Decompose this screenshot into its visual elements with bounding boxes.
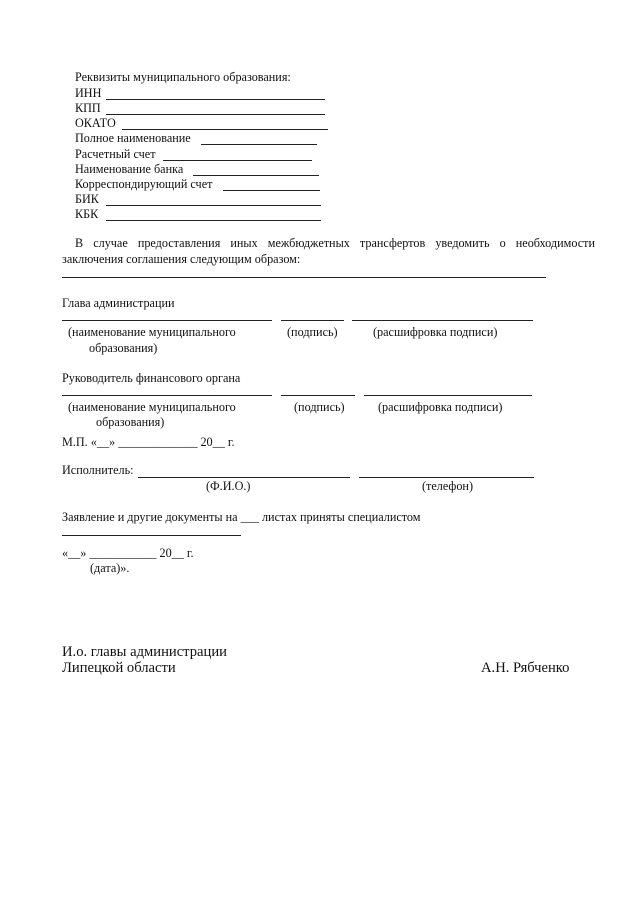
requisite-label-bank: Наименование банка bbox=[75, 162, 184, 176]
requisite-field-kpp[interactable] bbox=[106, 114, 325, 115]
head-of-admin-sign-line[interactable] bbox=[281, 320, 344, 321]
signer-name: А.Н. Рябченко bbox=[481, 660, 570, 676]
requisite-field-bank[interactable] bbox=[193, 175, 319, 176]
head-of-admin-decode-line[interactable] bbox=[352, 320, 533, 321]
requisite-label-inn: ИНН bbox=[75, 86, 102, 100]
executor-label: Исполнитель: bbox=[62, 463, 134, 477]
executor-fio-line[interactable] bbox=[138, 477, 350, 478]
requisite-field-kbk[interactable] bbox=[106, 220, 321, 221]
head-of-admin-name-line[interactable] bbox=[62, 320, 272, 321]
finance-head-title: Руководитель финансового органа bbox=[62, 371, 241, 385]
finance-head-name-line[interactable] bbox=[62, 395, 272, 396]
finance-head-caption-name-2: образования) bbox=[96, 415, 165, 429]
head-of-admin-title: Глава администрации bbox=[62, 296, 175, 310]
requisite-field-bik[interactable] bbox=[106, 205, 321, 206]
requisite-label-okato: ОКАТО bbox=[75, 116, 116, 130]
finance-head-caption-sign: (подпись) bbox=[294, 400, 345, 414]
requisite-field-account[interactable] bbox=[163, 160, 312, 161]
requisite-field-corr-account[interactable] bbox=[223, 190, 320, 191]
executor-caption-fio: (Ф.И.О.) bbox=[206, 479, 251, 493]
requisite-label-kbk: КБК bbox=[75, 207, 99, 221]
finance-head-sign-line[interactable] bbox=[281, 395, 355, 396]
signer-position-line2: Липецкой области bbox=[62, 660, 176, 676]
transfer-note-line1: В случае предоставления иных межбюджетных трансфертов уведомить о необходимости bbox=[75, 236, 595, 250]
requisite-field-full-name[interactable] bbox=[201, 144, 317, 145]
requisite-field-okato[interactable] bbox=[122, 129, 328, 130]
requisites-heading: Реквизиты муниципального образования: bbox=[75, 70, 291, 84]
acceptance-text: Заявление и другие документы на ___ листах приняты специалистом bbox=[62, 510, 421, 524]
requisite-label-kpp: КПП bbox=[75, 101, 101, 115]
finance-head-caption-decode: (расшифровка подписи) bbox=[378, 400, 503, 414]
requisite-label-corr-account: Корреспондирующий счет bbox=[75, 177, 213, 191]
head-of-admin-caption-name-2: образования) bbox=[89, 341, 158, 355]
executor-caption-phone: (телефон) bbox=[422, 479, 474, 493]
transfer-note-fill-line[interactable] bbox=[62, 277, 546, 278]
acceptance-specialist-line[interactable] bbox=[62, 535, 241, 536]
acceptance-date-line: «__» ___________ 20__ г. bbox=[62, 546, 194, 560]
signer-position-line1: И.о. главы администрации bbox=[62, 644, 227, 660]
finance-head-decode-line[interactable] bbox=[364, 395, 532, 396]
acceptance-date-caption: (дата)». bbox=[90, 561, 130, 575]
head-of-admin-caption-name: (наименование муниципального bbox=[68, 325, 236, 339]
requisite-label-full-name: Полное наименование bbox=[75, 131, 191, 145]
requisite-field-inn[interactable] bbox=[106, 99, 325, 100]
stamp-date-line: М.П. «__» _____________ 20__ г. bbox=[62, 435, 235, 449]
head-of-admin-caption-decode: (расшифровка подписи) bbox=[373, 325, 498, 339]
requisite-label-account: Расчетный счет bbox=[75, 147, 156, 161]
transfer-note-line2: заключения соглашения следующим образом: bbox=[62, 252, 301, 266]
executor-phone-line[interactable] bbox=[359, 477, 534, 478]
head-of-admin-caption-sign: (подпись) bbox=[287, 325, 338, 339]
requisite-label-bik: БИК bbox=[75, 192, 99, 206]
finance-head-caption-name: (наименование муниципального bbox=[68, 400, 236, 414]
